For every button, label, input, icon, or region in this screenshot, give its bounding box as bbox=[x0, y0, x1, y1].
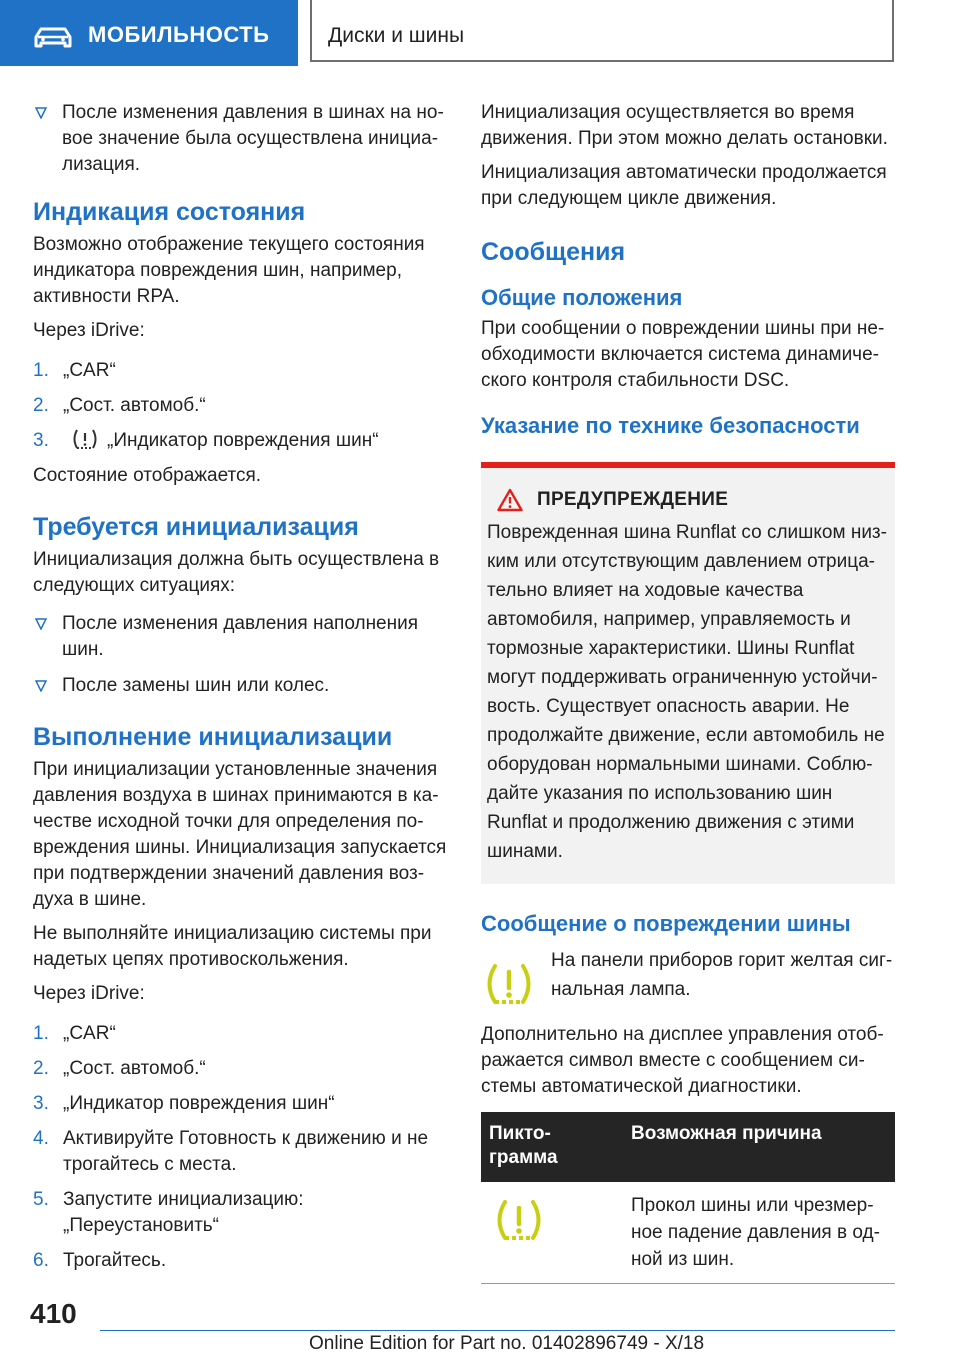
page-header bbox=[0, 0, 960, 66]
table-header-row bbox=[481, 1112, 895, 1182]
step-item: 3. „Индикатор повреждения шин“ bbox=[33, 430, 379, 451]
warning-header bbox=[487, 488, 887, 512]
status-text: Возможно отображение текущего состояния индикатора повреждения шин, например, активности RPA. bbox=[33, 234, 425, 307]
status-result: Состояние отображается. bbox=[33, 465, 262, 486]
warning-triangle-icon bbox=[497, 488, 523, 512]
step-item: 4. Активируйте Готовность к движению и не трогайтесь с места. bbox=[33, 1128, 429, 1175]
pictogram-cell bbox=[481, 1182, 623, 1284]
footer-edition: Online Edition for Part no. 01402896749 - X/18 bbox=[309, 1333, 705, 1354]
lamp-row bbox=[481, 946, 895, 1006]
tpms-warning-icon bbox=[493, 1198, 545, 1242]
right-column bbox=[481, 100, 895, 1284]
heading-required: Требуется инициализация bbox=[33, 513, 359, 541]
section-tab bbox=[0, 0, 298, 66]
perform-text-1: При инициализации установленные значения давления воздуха в шинах принимаются в ка-честве исходной точки для определения по-вреждения шины. Инициализация запускается при подтверждении значений давления воз-духа в шине. bbox=[33, 759, 447, 910]
triangle-bullet-icon bbox=[35, 680, 47, 692]
status-via: Через iDrive: bbox=[33, 320, 145, 341]
bullet-item: После изменения давления в шинах на но-вое значение была осуществлена инициа-лизация. bbox=[33, 100, 447, 178]
lamp-text: На панели приборов горит желтая сиг-нальная лампа. bbox=[551, 950, 893, 1000]
heading-general: Общие положения bbox=[481, 285, 683, 310]
heading-damage: Сообщение о повреждении шины bbox=[481, 911, 851, 936]
heading-messages: Сообщения bbox=[481, 238, 626, 266]
perform-text-2: Не выполняйте инициализацию системы при надетых цепях противоскольжения. bbox=[33, 923, 432, 970]
heading-status: Индикация состояния bbox=[33, 198, 306, 226]
display-text: Дополнительно на дисплее управления отоб-ражается символ вместе с сообщением си-стемы автоматической диагностики. bbox=[481, 1024, 884, 1097]
step-item: 5. Запустите инициализацию: „Переустановить“ bbox=[33, 1189, 304, 1236]
step-item: 2. „Сост. автомоб.“ bbox=[33, 1058, 206, 1079]
step-item: 2. „Сост. автомоб.“ bbox=[33, 395, 206, 416]
perform-via: Через iDrive: bbox=[33, 983, 145, 1004]
general-text: При сообщении о повреждении шины при не-обходимости включается система динамиче-ского контроля стабильности DSC. bbox=[481, 318, 885, 391]
bullet-item: После изменения давления наполнения шин. bbox=[33, 611, 447, 663]
tpms-warning-icon bbox=[71, 428, 99, 450]
cause-cell: Прокол шины или чрезмер-ное падение давления в од-ной из шин. bbox=[623, 1182, 895, 1284]
init-text-1: Инициализация осуществляется во время движения. При этом можно делать остановки. bbox=[481, 102, 888, 149]
chapter-title: Диски и шины bbox=[328, 24, 465, 47]
section-title: МОБИЛЬНОСТЬ bbox=[88, 22, 270, 47]
cause-table bbox=[481, 1112, 895, 1284]
tpms-warning-icon bbox=[483, 962, 535, 1006]
heading-safety: Указание по технике безопасности bbox=[481, 413, 860, 438]
step-item: 1. „CAR“ bbox=[33, 1023, 116, 1044]
step-item: 6. Трогайтесь. bbox=[33, 1250, 167, 1271]
footer-divider bbox=[100, 1330, 895, 1331]
heading-perform: Выполнение инициализации bbox=[33, 723, 393, 751]
step-item: 1. „CAR“ bbox=[33, 360, 116, 381]
page-number: 410 bbox=[30, 1298, 77, 1329]
triangle-bullet-icon bbox=[35, 107, 47, 119]
init-text-2: Инициализация автоматически продолжается при следующем цикле движения. bbox=[481, 162, 887, 209]
car-icon bbox=[34, 27, 72, 49]
bullet-item: После замены шин или колес. bbox=[33, 673, 447, 699]
step-item: 3. „Индикатор повреждения шин“ bbox=[33, 1093, 335, 1114]
required-text: Инициализация должна быть осуществлена в следующих ситуациях: bbox=[33, 549, 440, 596]
warning-title: ПРЕДУПРЕЖДЕНИЕ bbox=[537, 489, 729, 510]
left-column bbox=[33, 100, 447, 1283]
warning-text: Поврежденная шина Runflat со слишком низ-ким или отсутствующим давлением отрица-тельно влияет на ходовые качества автомобиля, например, управляемость и тормозные характеристики. Шины Runflat могут поддерживать ограниченную устойчи-вость. Существует опасность аварии. Не продолжайте движение, если автомобиль не оборудован нормальными шинами. Соблю-дайте указания по использованию шин Runflat и продолжению движения с этими шинами. bbox=[487, 522, 887, 862]
col-header-cause: Возможная причина bbox=[623, 1112, 895, 1182]
triangle-bullet-icon bbox=[35, 618, 47, 630]
warning-box bbox=[481, 462, 895, 884]
col-header-pictogram: Пикто-грамма bbox=[481, 1112, 623, 1182]
table-row bbox=[481, 1182, 895, 1284]
chapter-box bbox=[310, 0, 894, 62]
